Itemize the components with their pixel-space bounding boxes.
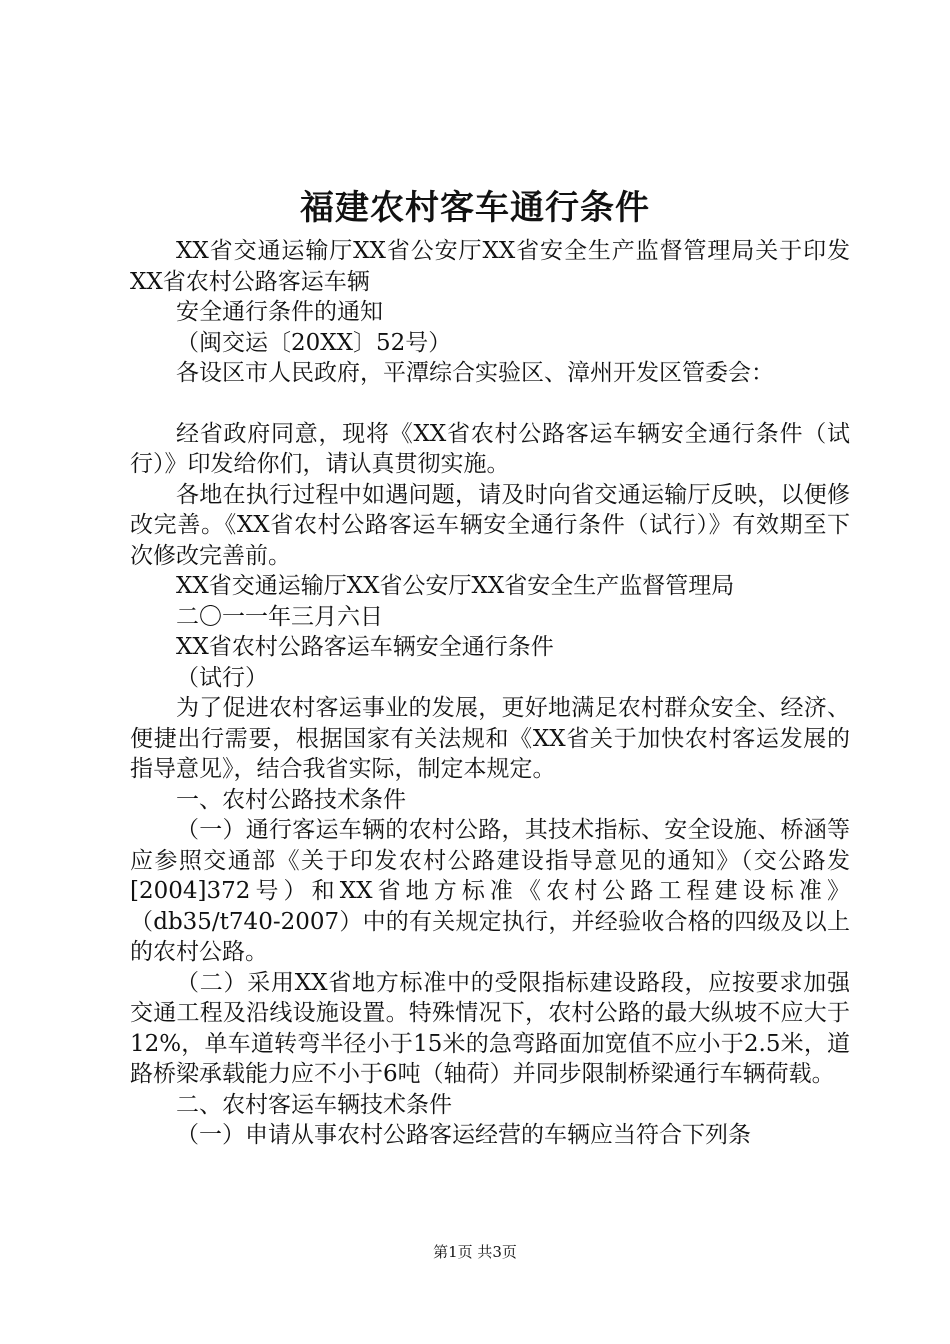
paragraph: 安全通行条件的通知 bbox=[176, 299, 383, 325]
section-heading: 二、农村客运车辆技术条件 bbox=[176, 1091, 452, 1118]
paragraph: （试行） bbox=[176, 664, 268, 691]
paragraph: 为了促进农村客运事业的发展，更好地满足农村群众安全、经济、便捷出行需要，根据国家有关法规和《XX省关于加快农村客运发展的指导意见》，结合我省实际，制定本规定。 bbox=[130, 695, 850, 782]
paragraph: 各设区市人民政府，平潭综合实验区、漳州开发区管委会： bbox=[176, 360, 774, 386]
section-heading: 一、农村公路技术条件 bbox=[176, 786, 406, 813]
page-footer: 第1页 共3页 bbox=[433, 1243, 517, 1261]
document-body bbox=[130, 236, 850, 1151]
paragraph: 经省政府同意，现将《XX省农村公路客运车辆安全通行条件（试行）》印发给你们，请认真贯彻实施。 bbox=[130, 420, 850, 477]
paragraph: XX省交通运输厅XX省公安厅XX省安全生产监督管理局 bbox=[176, 573, 735, 599]
paragraph: XX省交通运输厅XX省公安厅XX省安全生产监督管理局关于印发XX省农村公路客运车辆 bbox=[130, 238, 850, 295]
paragraph: （一）申请从事农村公路客运经营的车辆应当符合下列条 bbox=[176, 1122, 751, 1148]
paragraph: 二〇一一年三月六日 bbox=[176, 603, 383, 630]
page-title: 福建农村客车通行条件 bbox=[300, 188, 650, 228]
paragraph: （一）通行客运车辆的农村公路，其技术指标、安全设施、桥涵等应参照交通部《关于印发农村公路建设指导意见的通知》（交公路发[2004]372号）和XX省地方标准《农村公路工程建设标准》（db35/t740-2007）中的有关规定执行，并经验收合格的四级及以上的农村公路。 bbox=[130, 817, 850, 965]
paragraph: 各地在执行过程中如遇问题，请及时向省交通运输厅反映，以便修改完善。《XX省农村公路客运车辆安全通行条件（试行）》有效期至下次修改完善前。 bbox=[130, 481, 850, 569]
paragraph: （二）采用XX省地方标准中的受限指标建设路段，应按要求加强交通工程及沿线设施设置。特殊情况下，农村公路的最大纵坡不应大于12%，单车道转弯半径小于15米的急弯路面加宽值不应小于2.5米，道路桥梁承载能力应不小于6吨（轴荷）并同步限制桥梁通行车辆荷载。 bbox=[130, 969, 850, 1087]
paragraph: XX省农村公路客运车辆安全通行条件 bbox=[176, 634, 554, 660]
paragraph: （闽交运〔20XX〕52号） bbox=[176, 329, 452, 356]
